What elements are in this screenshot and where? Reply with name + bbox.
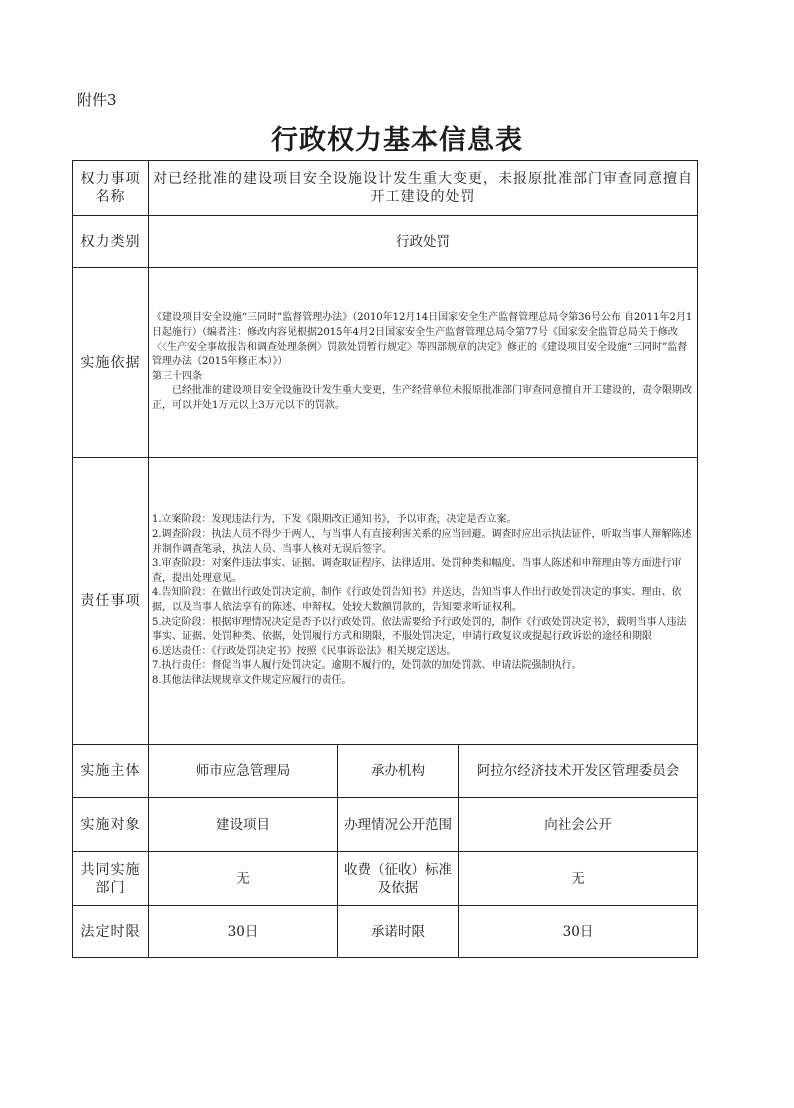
label-subject: 实施主体	[73, 745, 149, 798]
responsibility-item: 6.送达责任：《行政处罚决定书》按照《民事诉讼法》相关规定送达。	[152, 645, 457, 657]
value-category: 行政处罚	[149, 216, 698, 268]
row-basis	[73, 268, 698, 458]
attachment-label: 附件3	[77, 91, 117, 109]
row-time-limit	[73, 906, 698, 958]
value-power-name: 对已经批准的建设项目安全设施设计发生重大变更，未报原批准部门审查同意擅自开工建设的处罚	[149, 161, 698, 216]
basis-clause: 已经批准的建设项目安全设施设计发生重大变更，生产经营单位未报原批准部门审查同意擅自开工建设的，责令限期改正，可以并处1万元以上3万元以下的罚款。	[152, 385, 692, 411]
responsibility-item: 3.审查阶段：对案件违法事实、证据、调查取证程序、法律适用、处罚种类和幅度、当事人陈述和申辩理由等方面进行审查，提出处理意见。	[152, 558, 682, 584]
label-disclosure-scope: 办理情况公开范围	[338, 798, 459, 852]
value-handling-agency: 阿拉尔经济技术开发区管理委员会	[459, 745, 698, 798]
value-responsibility	[149, 458, 698, 745]
label-power-name: 权力事项名称	[73, 161, 149, 216]
value-fee-standard: 无	[459, 852, 698, 906]
responsibility-item: 5.决定阶段：根据审理情况决定是否予以行政处罚。依法需要给予行政处罚的，制作《行政处罚决定书》，载明当事人违法事实、证据、处罚种类、依据，处罚履行方式和期限，不服处罚决定，申请行政复议或提起行政诉讼的途径和期限	[152, 616, 687, 643]
row-subject	[73, 745, 698, 798]
value-promised-time-limit: 30日	[459, 906, 698, 958]
value-basis	[149, 268, 698, 458]
basis-text: 《建设项目安全设施“三同时”监督管理办法》（2010年12月14日国家安全生产监督管理总局令第36号公布 自2011年2月1日起施行）（编者注：修改内容见根据2015年4月2日国家安全生产监督管理总局令第77号《国家安全监管总局关于修改〈〈生产安全事故报告和调查处理条例〉罚款处罚暂行规定〉等四部规章的决定》修正的《建设项目安全设施“三同时”监督管理办法（2015年修正本）》）	[152, 312, 693, 368]
info-table	[72, 160, 698, 958]
responsibility-item: 4.告知阶段：在做出行政处罚决定前，制作《行政处罚告知书》并送达，告知当事人作出行政处罚决定的事实、理由、依据，以及当事人依法享有的陈述、申辩权。处较大数额罚款的，告知要求听证权利。	[152, 587, 682, 613]
label-legal-time-limit: 法定时限	[73, 906, 149, 958]
responsibility-item: 1.立案阶段：发现违法行为，下发《限期改正通知书》，予以审查，决定是否立案。	[152, 514, 517, 526]
row-power-name	[73, 161, 698, 216]
label-promised-time-limit: 承诺时限	[338, 906, 459, 958]
label-joint-dept: 共同实施部门	[73, 852, 149, 906]
basis-article: 第三十四条	[152, 370, 202, 382]
row-joint	[73, 852, 698, 906]
label-responsibility: 责任事项	[73, 458, 149, 745]
value-legal-time-limit: 30日	[149, 906, 338, 958]
value-joint-dept: 无	[149, 852, 338, 906]
label-handling-agency: 承办机构	[338, 745, 459, 798]
responsibility-item: 8.其他法律法规规章文件规定应履行的责任。	[152, 674, 352, 686]
row-object	[73, 798, 698, 852]
page-title: 行政权力基本信息表	[271, 125, 523, 156]
responsibility-item: 7.执行责任：督促当事人履行处罚决定。逾期不履行的，处罚款的加处罚款、申请法院强制执行。	[152, 660, 582, 672]
value-subject: 师市应急管理局	[149, 745, 338, 798]
row-category	[73, 216, 698, 268]
label-basis: 实施依据	[73, 268, 149, 458]
responsibility-item: 2.调查阶段：执法人员不得少于两人，与当事人有直接利害关系的应当回避。调查时应出示执法证件，听取当事人辩解陈述并制作调查笔录，执法人员、当事人核对无误后签字。	[152, 529, 692, 555]
label-fee-standard: 收费（征收）标准及依据	[338, 852, 459, 906]
value-object: 建设项目	[149, 798, 338, 852]
label-category: 权力类别	[73, 216, 149, 268]
row-responsibility	[73, 458, 698, 745]
label-object: 实施对象	[73, 798, 149, 852]
value-disclosure-scope: 向社会公开	[459, 798, 698, 852]
